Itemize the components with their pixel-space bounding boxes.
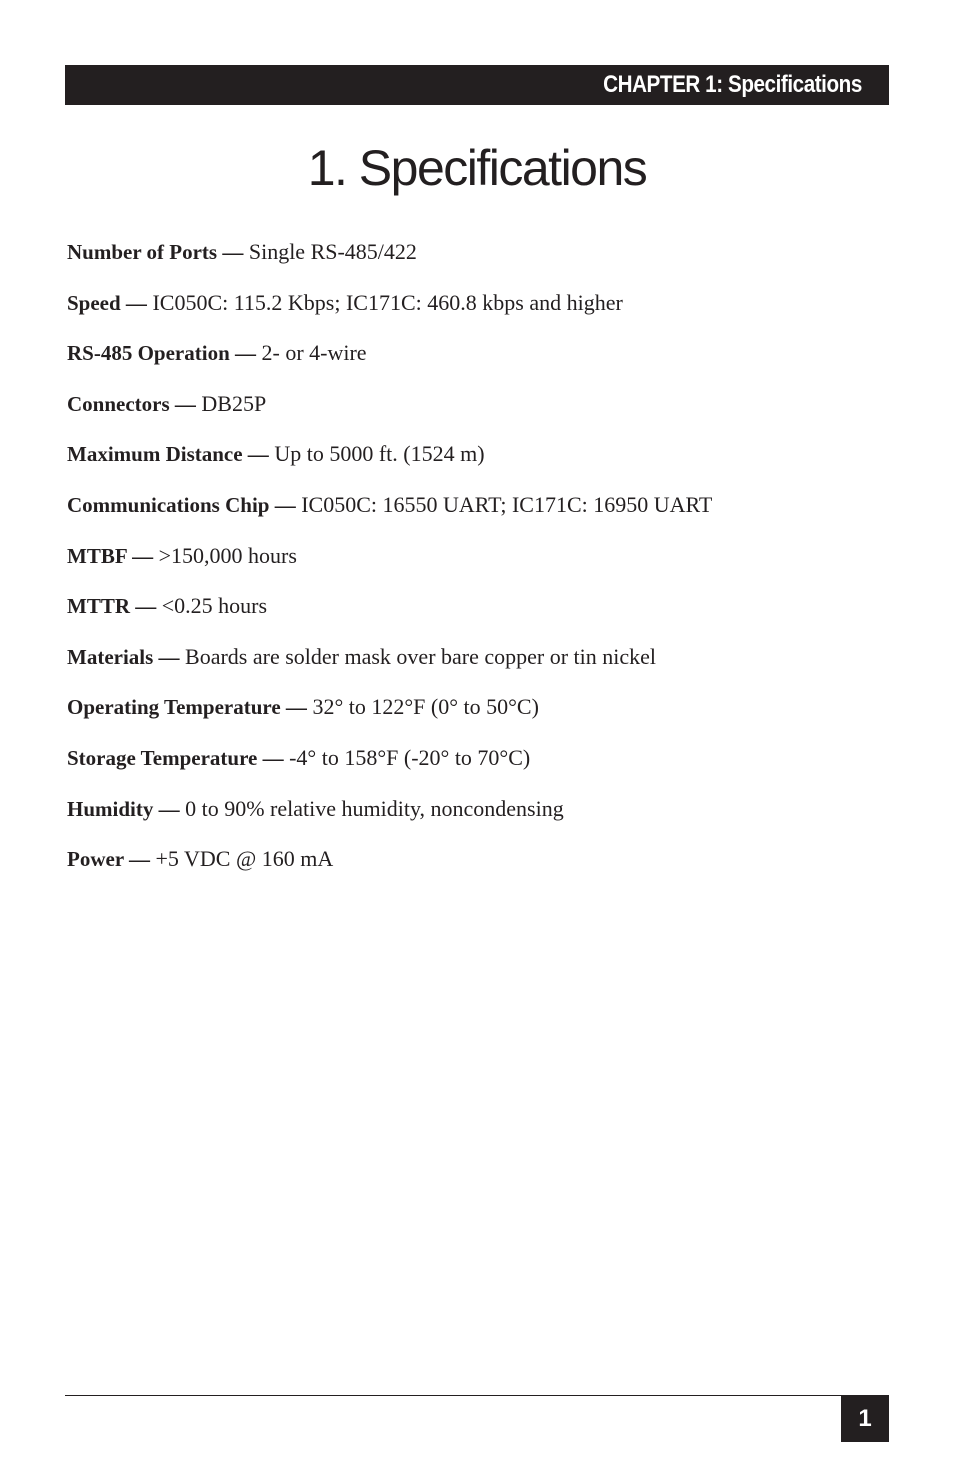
spec-label: Storage Temperature — [67,745,284,770]
spec-value: Boards are solder mask over bare copper or tin nickel [185,643,657,669]
spec-item-speed [67,287,897,338]
spec-label: Number of Ports — [67,240,244,264]
spec-label: Humidity — [67,796,180,821]
spec-value: 32° to 122°F (0° to 50°C) [312,694,539,720]
spec-list [67,236,897,894]
spec-item-humidity [67,793,897,844]
spec-label: RS-485 Operation — [67,341,256,366]
spec-item-mtbf [67,540,897,591]
page-number-box [841,1396,889,1442]
spec-value: >150,000 hours [158,542,297,568]
spec-item-operating-temperature [67,691,897,742]
spec-label: MTBF — [67,543,154,568]
spec-label: Speed — [67,290,147,315]
spec-item-power [67,843,897,894]
spec-item-communications-chip [67,489,897,540]
spec-value: DB25P [201,390,267,416]
spec-item-mttr [67,590,897,641]
spec-value: +5 VDC @ 160 mA [155,846,334,872]
spec-value: Single RS-485/422 [248,239,417,264]
spec-label: Materials — [67,644,180,669]
spec-label: MTTR — [67,594,157,619]
page-number: 1 [858,1405,872,1432]
spec-label: Connectors — [67,391,196,416]
spec-item-rs485-operation [67,337,897,388]
spec-label: Power — [67,847,151,872]
page-title: 1. Specifications [307,140,647,196]
spec-item-storage-temperature [67,742,897,793]
spec-value: <0.25 hours [161,593,268,619]
spec-label: Operating Temperature — [67,695,307,720]
chapter-header-label: CHAPTER 1: Specifications [603,71,862,98]
spec-item-connectors [67,388,897,439]
spec-value: -4° to 158°F (-20° to 70°C) [289,744,531,770]
spec-value: IC050C: 115.2 Kbps; IC171C: 460.8 kbps and higher [152,289,623,315]
spec-item-number-of-ports [67,236,897,287]
spec-value: Up to 5000 ft. (1524 m) [274,441,485,467]
spec-label: Communications Chip — [67,492,296,517]
spec-label: Maximum Distance — [67,442,269,467]
spec-value: IC050C: 16550 UART; IC171C: 16950 UART [301,491,713,517]
spec-value: 2- or 4-wire [261,340,367,366]
spec-item-maximum-distance [67,438,897,489]
spec-item-materials [67,641,897,692]
spec-value: 0 to 90% relative humidity, noncondensing [185,795,564,821]
footer-divider [65,1395,889,1396]
chapter-header-bar [65,65,889,105]
